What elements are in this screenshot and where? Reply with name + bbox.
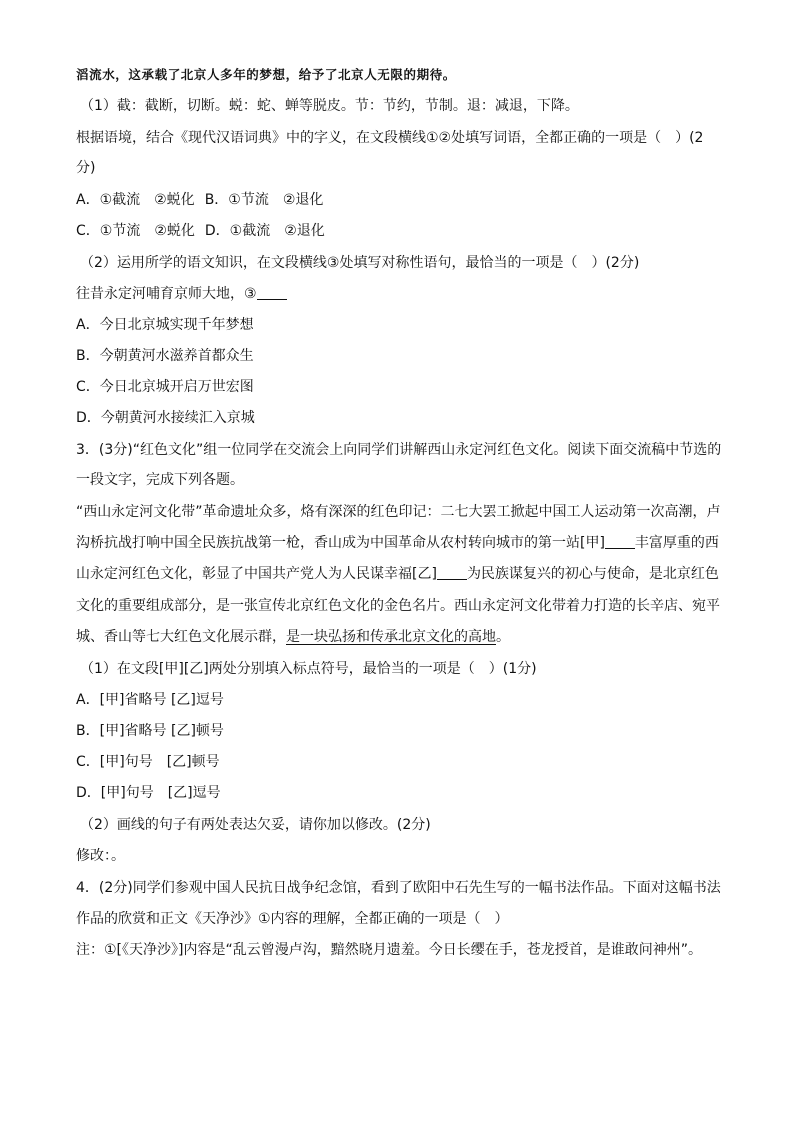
q2-sub2-sentence: 往昔永定河哺育京师大地，③ (76, 284, 287, 304)
q3-prompt: 3．(3分)“红色文化”组一位同学在交流会上向同学们讲解西山永定河红色文化。阅读下面交流稿中节选的 (76, 442, 722, 458)
option-c: C．①节流 ②蜕化 (76, 223, 195, 239)
answer-blank (257, 285, 287, 300)
q2-sub1-prompt-cont: 分) (76, 160, 96, 176)
q3-passage-line-3: 山永定河红色文化，彰显了中国共产党人为人民谋幸福[乙] 为民族谋复兴的初心与使命，是北京红色 (76, 566, 719, 582)
q2-sub1-prompt: 根据语境，结合《现代汉语词典》中的字义，在文段横线①②处填写词语，全都正确的一项是（ ）(2 (76, 130, 704, 146)
q3-passage-line-1: “西山永定河文化带”革命遗址众多，烙有深深的红色印记：二七大罢工掀起中国工人运动第一次高潮，卢 (76, 504, 721, 520)
q3-sub1-option-c: C．[甲]句号 [乙]顿号 (76, 754, 220, 770)
q3-sub1-option-d: D．[甲]句号 [乙]逗号 (76, 785, 221, 801)
underlined-sentence: 是一块弘扬和传承北京文化的高地 (286, 629, 496, 645)
q3-passage-line-5: 城、香山等七大红色文化展示群，是一块弘扬和传承北京文化的高地。 (76, 629, 510, 645)
option-d: D．①截流 ②退化 (204, 223, 325, 239)
q2-sub1-options-ab (76, 190, 323, 210)
blank-jia (605, 534, 635, 549)
option-a: A．①截流 ②蜕化 (76, 192, 195, 208)
q3-sub1-option-b: B．[甲]省略号 [乙]顿号 (76, 723, 224, 739)
q3-sub2-answer: 修改：。 (76, 848, 125, 864)
q2-sub2-option-a: A．今日北京城实现千年梦想 (76, 317, 254, 333)
q3-sub2-prompt: （2）画线的句子有两处表达欠妥，请你加以修改。(2分) (80, 817, 431, 833)
blank-yi (437, 565, 467, 580)
q3-prompt-cont: 一段文字，完成下列各题。 (76, 472, 244, 488)
q3-passage-line-4: 文化的重要组成部分，是一张宣传北京红色文化的金色名片。西山永定河文化带着力打造的长辛店、宛平 (76, 598, 720, 614)
q2-sub2-option-c: C．今日北京城开启万世宏图 (76, 379, 254, 395)
q2-sub2-option-d: D．今朝黄河水接续汇入京城 (76, 410, 255, 426)
q2-sub1-options-cd (76, 221, 325, 241)
continued-passage-line: 滔流水，这承载了北京人多年的梦想，给予了北京人无限的期待。 (76, 67, 456, 82)
q3-passage-line-2: 沟桥抗战打响中国全民族抗战第一枪，香山成为中国革命从农村转向城市的第一站[甲] 丰富厚重的西 (76, 535, 719, 551)
q2-sub2-prompt: （2）运用所学的语文知识，在文段横线③处填写对称性语句，最恰当的一项是（ ）(2分) (80, 255, 640, 271)
q3-sub1-prompt: （1）在文段[甲][乙]两处分别填入标点符号，最恰当的一项是（ ）(1分) (80, 661, 537, 677)
q4-prompt-cont: 作品的欣赏和正文《天净沙》①内容的理解，全都正确的一项是（ ） (76, 911, 509, 927)
q2-sub1-definitions: （1）截：截断，切断。蜕：蛇、蝉等脱皮。节：节约，节制。退：减退，下降。 (80, 98, 579, 114)
q3-sub1-option-a: A．[甲]省略号 [乙]逗号 (76, 692, 224, 708)
q4-prompt: 4．(2分)同学们参观中国人民抗日战争纪念馆，看到了欧阳中石先生写的一幅书法作品。下面对这幅书法 (76, 880, 721, 896)
q4-note: 注：①[《天净沙》]内容是“乱云曾漫卢沟，黯然晓月遗羞。今日长缨在手，苍龙授首，是谁敢问神州”。 (76, 942, 702, 958)
option-b: B．①节流 ②退化 (204, 192, 324, 208)
q2-sub2-option-b: B．今朝黄河水滋养首都众生 (76, 348, 254, 364)
